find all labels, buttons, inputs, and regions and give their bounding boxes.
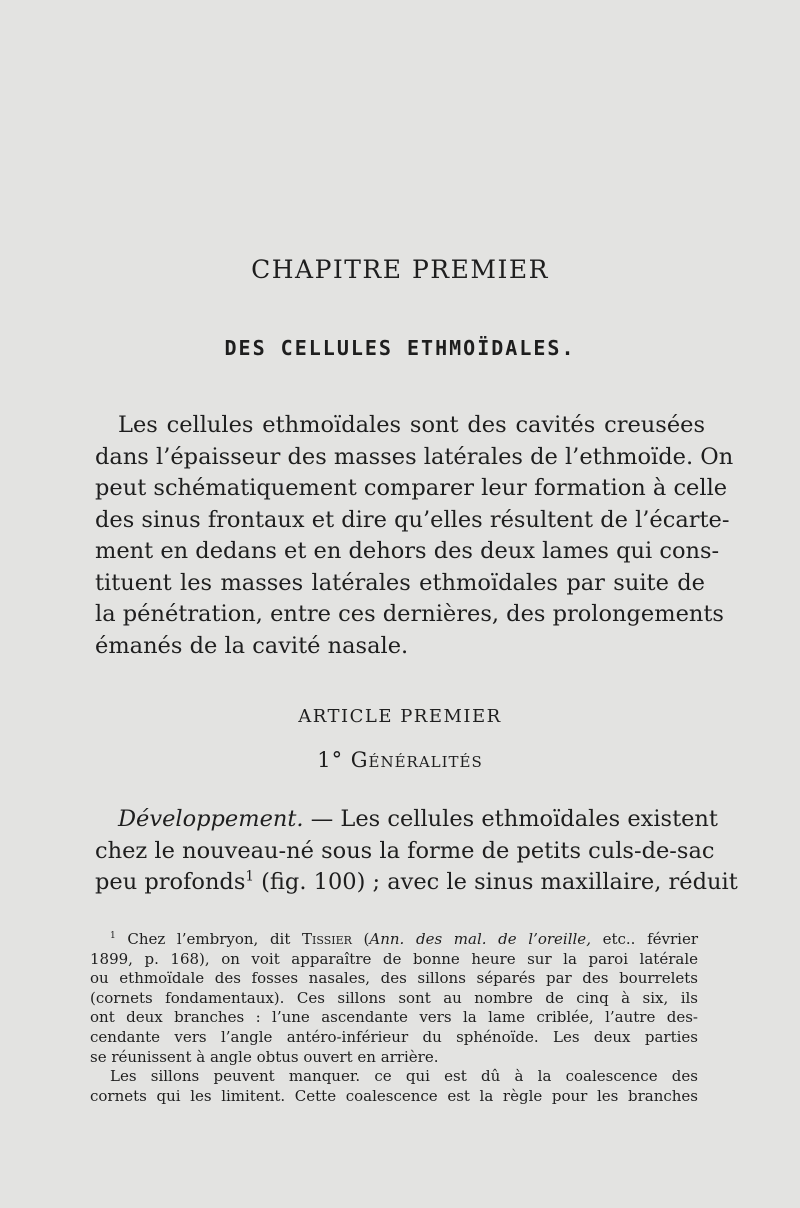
footnote-reference: 1 bbox=[245, 868, 254, 885]
footnote-line: cornets qui les limitent. Cette coalescence est la règle pour les branches bbox=[90, 1086, 698, 1105]
footnote-line bbox=[90, 930, 698, 950]
development-text: (fig. 100) ; avec le sinus maxillaire, réduit bbox=[253, 869, 738, 895]
section-title: DES CELLULES ETHMOÏDALES. bbox=[224, 336, 576, 360]
intro-line: Les cellules ethmoïdales sont des cavités creusées bbox=[118, 412, 705, 438]
intro-line: tituent les masses latérales ethmoïdales par suite de bbox=[95, 569, 705, 596]
chapter-title: CHAPITRE PREMIER bbox=[251, 255, 549, 284]
development-label: Développement. bbox=[118, 806, 304, 832]
development-text: — Les cellules ethmoïdales existent bbox=[303, 806, 718, 832]
footnote-line: (cornets fondamentaux). Ces sillons sont au nombre de cinq à six, ils bbox=[90, 988, 698, 1007]
footnote-line: ont deux branches : l’une ascendante vers la lame criblée, l’autre des- bbox=[90, 1008, 698, 1027]
intro-paragraph bbox=[95, 410, 734, 662]
footnote-line: Les sillons peuvent manquer. ce qui est dû à la coalescence des bbox=[110, 1067, 698, 1086]
development-line: chez le nouveau-né sous la forme de petits culs-de-sac bbox=[95, 837, 715, 864]
footnote bbox=[90, 930, 698, 1106]
intro-line: émanés de la cavité nasale. bbox=[95, 632, 409, 659]
development-line bbox=[95, 867, 738, 899]
subsection-title: 1° Généralités bbox=[317, 748, 483, 772]
footnote-journal: Ann. des mal. de l’oreille, bbox=[369, 930, 591, 948]
development-paragraph bbox=[95, 804, 738, 899]
intro-line: peut schématiquement comparer leur formation à celle bbox=[95, 475, 728, 501]
footnote-marker: 1 bbox=[110, 931, 116, 941]
footnote-line: se réunissent à angle obtus ouvert en arrière. bbox=[90, 1047, 439, 1066]
development-text: peu profonds bbox=[95, 869, 246, 895]
intro-line: ment en dedans et en dehors des deux lames qui cons- bbox=[95, 538, 720, 564]
footnote-text: Chez l’embryon, dit bbox=[115, 930, 303, 948]
footnote-line: 1899, p. 168), on voit apparaître de bonne heure sur la paroi latérale bbox=[90, 949, 698, 968]
article-title: ARTICLE PREMIER bbox=[298, 706, 502, 727]
intro-line: dans l’épaisseur des masses latérales de l’ethmoïde. On bbox=[95, 443, 734, 470]
intro-line: des sinus frontaux et dire qu’elles résultent de l’écarte- bbox=[95, 506, 730, 533]
footnote-text: ( bbox=[351, 930, 370, 948]
footnote-text: etc.. février bbox=[590, 930, 699, 948]
development-line bbox=[95, 804, 718, 836]
footnote-line: cendante vers l’angle antéro-inférieur du sphénoïde. Les deux parties bbox=[90, 1027, 698, 1046]
intro-line: la pénétration, entre ces dernières, des prolongements bbox=[95, 601, 724, 627]
footnote-line: ou ethmoïdale des fosses nasales, des sillons séparés par des bourrelets bbox=[90, 969, 698, 988]
footnote-author: Tissier bbox=[302, 930, 352, 948]
